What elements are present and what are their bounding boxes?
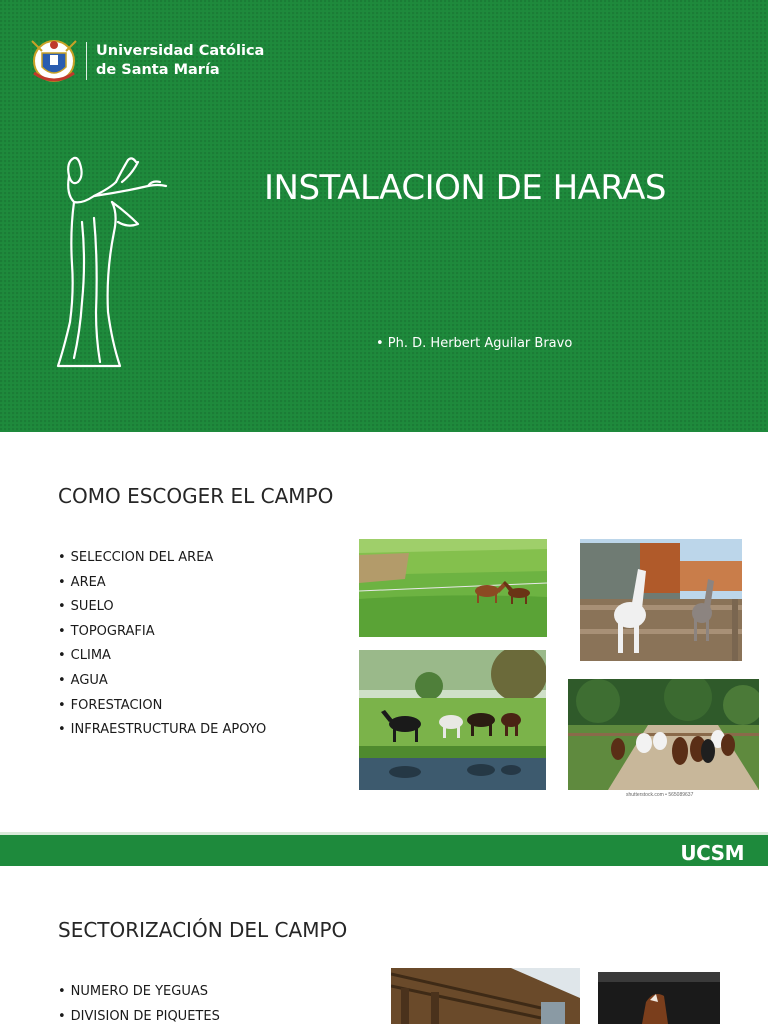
list-item: • AREA: [58, 571, 266, 596]
logo-divider: [86, 42, 87, 80]
photo-horses-pasture: [359, 539, 547, 637]
photo-horses-running: [568, 679, 759, 790]
photo-horse-stall: [598, 972, 720, 1024]
sector-list: [58, 980, 220, 1024]
list-item: • SELECCION DEL AREA: [58, 546, 266, 571]
virgin-statue-outline-icon: [52, 152, 174, 374]
photo-horses-pond: [359, 650, 546, 790]
criteria-list: [58, 546, 266, 743]
list-item: • CLIMA: [58, 644, 266, 669]
university-name-line2: de Santa María: [96, 62, 220, 78]
university-name-line1: Universidad Católica: [96, 43, 265, 59]
title-slide: [0, 0, 768, 432]
photo-credit: shutterstock.com • 565089637: [626, 792, 694, 798]
list-item: • INFRAESTRUCTURA DE APOYO: [58, 718, 266, 743]
ucsm-footer-bar: [0, 832, 768, 866]
campo-slide: [0, 432, 768, 864]
list-item: • DIVISION DE PIQUETES: [58, 1005, 220, 1024]
list-item: • SUELO: [58, 595, 266, 620]
sectorizacion-slide: [0, 866, 768, 1024]
photo-stable-corridor: [391, 968, 580, 1024]
presentation-title: INSTALACION DE HARAS: [264, 168, 666, 208]
university-crest-logo: [28, 33, 80, 89]
photo-horses-stable: [580, 539, 742, 661]
ucsm-brand-text: UCSM: [680, 841, 744, 865]
list-item: • FORESTACION: [58, 694, 266, 719]
slide-heading: COMO ESCOGER EL CAMPO: [58, 484, 334, 508]
list-item: • AGUA: [58, 669, 266, 694]
university-name: [96, 42, 264, 80]
list-item: • TOPOGRAFIA: [58, 620, 266, 645]
slide-heading: SECTORIZACIÓN DEL CAMPO: [58, 918, 348, 942]
author-name: • Ph. D. Herbert Aguilar Bravo: [376, 336, 573, 351]
list-item: • NUMERO DE YEGUAS: [58, 980, 220, 1005]
